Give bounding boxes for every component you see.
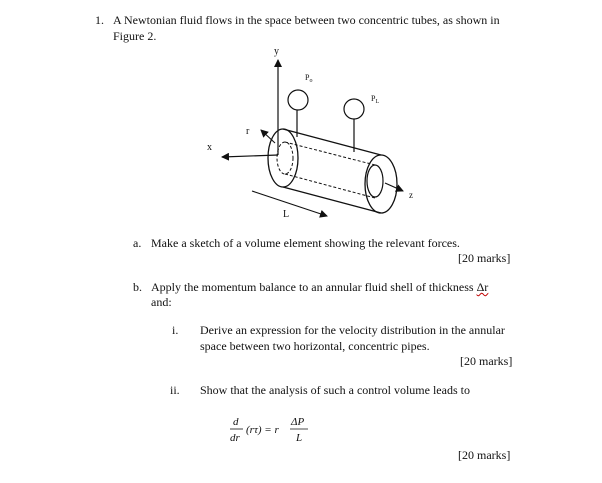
momentum-equation	[228, 410, 318, 454]
question-number: 1.	[95, 13, 104, 27]
sub-i-numeral: i.	[172, 323, 179, 337]
part-a-marks: [20 marks]	[458, 251, 511, 265]
question-intro-line1: A Newtonian fluid flows in the space between two concentric tubes, as shown in	[113, 13, 500, 27]
x-axis-label: x	[207, 142, 212, 153]
length-label: L	[283, 209, 290, 220]
part-b-text-line1: Apply the momentum balance to an annular fluid shell of thickness Δr	[151, 280, 489, 294]
r-label: r	[246, 126, 250, 137]
outer-tube	[268, 129, 397, 213]
concentric-tubes-figure	[195, 40, 435, 230]
sub-ii-numeral: ii.	[170, 383, 180, 397]
x-axis	[222, 155, 278, 157]
pressure-gauge-po	[288, 90, 308, 137]
delta-r-term: Δr	[476, 280, 489, 294]
sub-i-line1: Derive an expression for the velocity distribution in the annular	[200, 323, 505, 337]
eq-middle: (rτ) = r	[246, 424, 279, 436]
sub-ii-marks: [20 marks]	[458, 448, 511, 462]
sub-ii-line1: Show that the analysis of such a control volume leads to	[200, 383, 470, 397]
part-a-text: Make a sketch of a volume element showing the relevant forces.	[151, 236, 460, 250]
pressure-gauge-pl	[344, 99, 364, 152]
part-b-letter: b.	[133, 280, 142, 294]
z-axis	[385, 183, 403, 191]
part-b-text-line2: and:	[151, 295, 172, 309]
eq-lhs-den: dr	[230, 432, 240, 444]
sub-i-marks: [20 marks]	[460, 354, 513, 368]
eq-lhs-num: d	[233, 416, 239, 428]
po-label: $P_o$	[305, 73, 313, 84]
y-axis-label: y	[274, 46, 279, 57]
inner-tube-end	[367, 165, 383, 197]
eq-rhs-den: L	[296, 432, 303, 444]
part-a-letter: a.	[133, 236, 142, 250]
length-dimension-arrow	[252, 191, 327, 216]
eq-rhs-num: ΔP	[291, 416, 305, 428]
question-intro-line2: Figure 2.	[113, 29, 157, 43]
pl-label: $P_L$	[371, 94, 380, 105]
sub-i-line2: space between two horizontal, concentric pipes.	[200, 339, 430, 353]
z-axis-label: z	[409, 190, 413, 200]
